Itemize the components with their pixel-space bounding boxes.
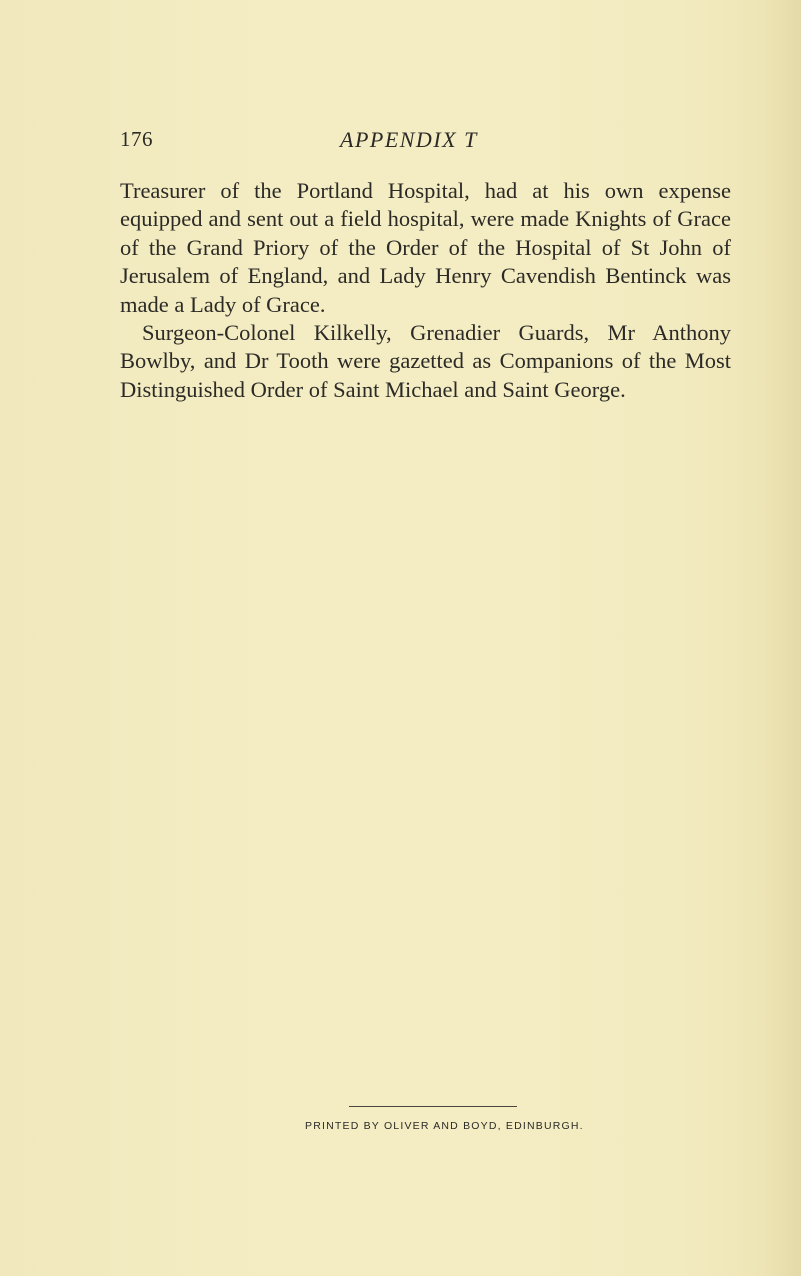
paragraph-continued: Treasurer of the Portland Hospital, had at his own expense equipped and sent out a field hospital, were made Knights of Grace of the Grand Priory of the Order of the Hospital of St John of Jerusalem of England, and Lady Henry Cavendish Bentinck was made a Lady of Grace. — [120, 178, 731, 317]
running-title: APPENDIX T — [340, 127, 478, 152]
page-edge-shading — [761, 0, 801, 1276]
printer-colophon: PRINTED BY OLIVER AND BOYD, EDINBURGH. — [305, 1120, 584, 1132]
paragraph-companions: Surgeon-Colonel Kilkelly, Grenadier Guards, Mr Anthony Bowlby, and Dr Tooth were gazetted as Companions of the Most Distinguished Order of Saint Michael and Saint George. — [120, 320, 731, 402]
page-number: 176 — [120, 127, 153, 151]
running-head — [120, 127, 720, 155]
body-text — [120, 177, 731, 404]
colophon-rule — [349, 1106, 517, 1107]
